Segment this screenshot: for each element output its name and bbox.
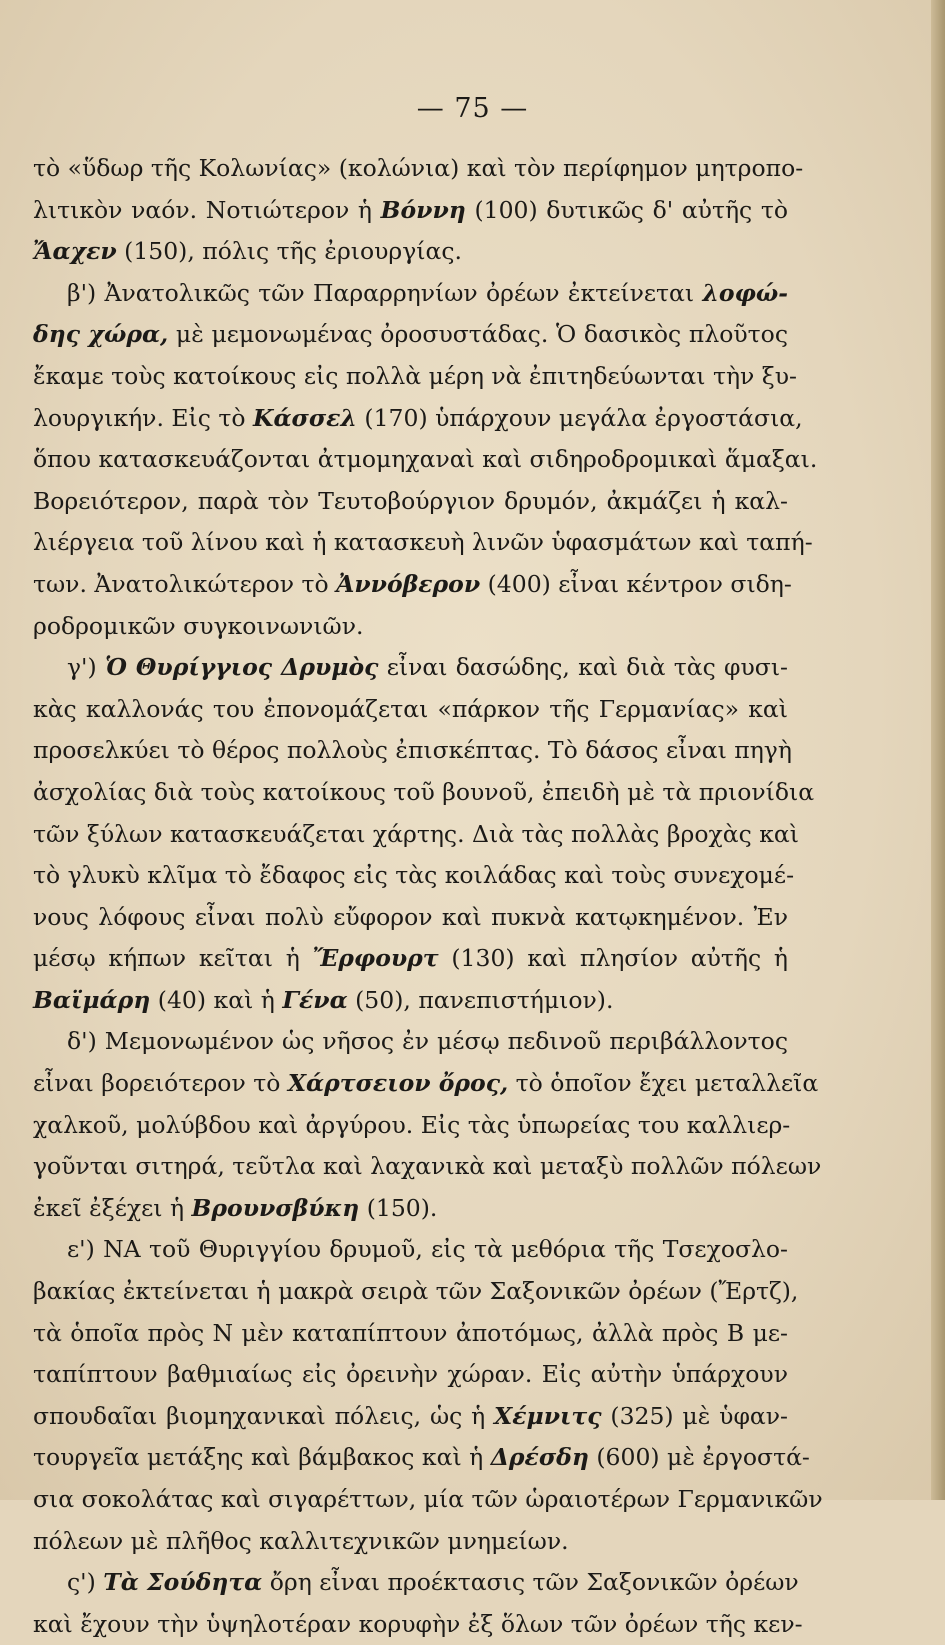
text-run: ς'): [67, 1568, 104, 1597]
text-run: ε') ΝΑ τοῦ Θυριγγίου δρυμοῦ, εἰς τὰ μεθόρια τῆς Τσεχοσλο-: [67, 1235, 788, 1264]
text-line: [33, 356, 797, 398]
text-run: λιτικὸν ναόν. Νοτιώτερον ἡ: [33, 195, 381, 224]
text-line: [33, 647, 788, 689]
place-name: Γένα: [282, 985, 348, 1014]
place-name: λοφώ-: [702, 278, 788, 307]
text-run: (170) ὑπάρχουν μεγάλα ἐργοστάσια,: [356, 403, 803, 432]
text-run: Βορειότερον, παρὰ τὸν Τευτοβούργιον δρυμόν, ἀκμάζει ἡ καλ-: [33, 486, 788, 515]
text-line: [33, 1604, 803, 1645]
text-run: ροδρομικῶν συγκοινωνιῶν.: [33, 611, 364, 640]
text-line: [33, 897, 788, 939]
place-name: Τὰ Σούδητα: [103, 1568, 263, 1597]
body-text: [33, 148, 823, 1645]
text-run: τὸ ὁποῖον ἔχει μεταλλεῖα: [508, 1069, 819, 1098]
text-run: (130) καὶ πλησίον αὐτῆς ἡ: [438, 944, 788, 973]
text-line: [33, 772, 815, 814]
place-name: Χάρτσειον ὄρος,: [287, 1069, 509, 1098]
text-run: εἶναι βορειότερον τὸ: [33, 1069, 288, 1098]
text-line: [33, 439, 818, 481]
text-line: [33, 148, 804, 190]
text-line: [33, 1437, 810, 1479]
text-line: [33, 938, 788, 980]
text-line: [33, 1354, 788, 1396]
text-line: [33, 522, 813, 564]
text-run: προσελκύει τὸ θέρος πολλοὺς ἐπισκέπτας. Τὸ δάσος εἶναι πηγὴ: [33, 736, 792, 765]
text-line: [33, 1396, 788, 1438]
text-run: ὄρη εἶναι προέκτασις τῶν Σαξονικῶν ὀρέων: [262, 1568, 799, 1597]
page-number: — 75 —: [416, 93, 529, 124]
text-run: εἶναι δασώδης, καὶ διὰ τὰς φυσι-: [378, 653, 788, 682]
text-line: [33, 398, 803, 440]
text-line: [33, 730, 792, 772]
text-line: [33, 1105, 791, 1147]
text-run: β') Ἀνατολικῶς τῶν Παραρρηνίων ὀρέων ἐκτείνεται: [67, 278, 703, 307]
text-run: (400) εἶναι κέντρον σιδη-: [480, 569, 792, 598]
text-run: σια σοκολάτας καὶ σιγαρέττων, μία τῶν ὡραιοτέρων Γερμανικῶν: [33, 1485, 823, 1513]
text-run: τῶν ξύλων κατασκευάζεται χάρτης. Διὰ τὰς πολλὰς βροχὰς καὶ: [33, 819, 799, 848]
text-run: ταπίπτουν βαθμιαίως εἰς ὀρεινὴν χώραν. Εἰς αὐτὴν ὑπάρχουν: [33, 1360, 788, 1389]
place-name: Κάσσελ: [253, 403, 357, 432]
page-edge-shadow: [931, 0, 945, 1500]
text-line: [33, 273, 788, 315]
text-line: [33, 1562, 799, 1604]
text-run: δ') Μεμονωμένον ὡς νῆσος ἐν μέσῳ πεδινοῦ περιβάλλοντος: [67, 1027, 788, 1056]
text-line: [33, 231, 788, 273]
place-name: Ὁ Θυρίγγιος Δρυμὸς: [104, 653, 379, 682]
text-run: ὅπου κατασκευάζονται ἀτμομηχαναὶ καὶ σιδηροδρομικαὶ ἅμαξαι.: [33, 445, 818, 474]
text-run: πόλεων μὲ πλῆθος καλλιτεχνικῶν μνημείων.: [33, 1526, 569, 1555]
text-run: (150), πόλις τῆς ἐριουργίας.: [116, 237, 462, 266]
text-line: [33, 1063, 819, 1105]
text-run: ἀσχολίας διὰ τοὺς κατοίκους τοῦ βουνοῦ, ἐπειδὴ μὲ τὰ πριονίδια: [33, 777, 815, 806]
text-line: [33, 980, 788, 1022]
text-run: λιέργεια τοῦ λίνου καὶ ἡ κατασκευὴ λινῶν ὑφασμάτων καὶ ταπή-: [33, 528, 813, 557]
text-run: γοῦνται σιτηρά, τεῦτλα καὶ λαχανικὰ καὶ μεταξὺ πολλῶν πόλεων: [33, 1152, 822, 1181]
text-run: ἔκαμε τοὺς κατοίκους εἰς πολλὰ μέρη νὰ ἐπιτηδεύωνται τὴν ξυ-: [33, 361, 797, 390]
text-run: λουργικήν. Εἰς τὸ: [33, 403, 254, 432]
text-run: βακίας ἐκτείνεται ἡ μακρὰ σειρὰ τῶν Σαξονικῶν ὀρέων (Ἔρτζ),: [33, 1277, 799, 1306]
place-name: Ἄαχεν: [33, 237, 117, 266]
text-run: τουργεῖα μετάξης καὶ βάμβακος καὶ ἡ: [33, 1443, 491, 1472]
text-line: [33, 190, 788, 232]
text-line: [33, 1021, 788, 1063]
text-run: (40) καὶ ἡ: [150, 985, 283, 1014]
place-name: Βόννη: [380, 195, 466, 224]
place-name: Βαϊμάρη: [33, 985, 151, 1014]
text-line: [33, 481, 788, 523]
text-line: [33, 814, 799, 856]
text-run: μὲ μεμονωμένας ὀροσυστάδας. Ὁ δασικὸς πλοῦτος: [168, 320, 788, 349]
place-name: Ἀννόβερον: [336, 569, 481, 598]
place-name: Χέμνιτς: [494, 1401, 602, 1430]
text-line: [33, 1313, 788, 1355]
text-line: [33, 1188, 788, 1230]
text-line: [33, 1229, 788, 1271]
text-line: [33, 606, 788, 648]
place-name: Ἔρφουρτ: [312, 944, 439, 973]
place-name: Βρουνσβύκη: [191, 1193, 360, 1222]
text-run: των. Ἀνατολικώτερον τὸ: [33, 569, 337, 598]
text-line: [33, 689, 788, 731]
text-run: σπουδαῖαι βιομηχανικαὶ πόλεις, ὡς ἡ: [33, 1401, 495, 1430]
text-run: τὸ «ὕδωρ τῆς Κολωνίας» (κολώνια) καὶ τὸν περίφημον μητροπο-: [33, 154, 804, 182]
text-line: [33, 1146, 822, 1188]
text-run: χαλκοῦ, μολύβδου καὶ ἀργύρου. Εἰς τὰς ὑπωρείας του καλλιερ-: [33, 1110, 791, 1139]
text-line: [33, 1271, 799, 1313]
text-run: (600) μὲ ἐργοστά-: [588, 1443, 810, 1472]
text-line: [33, 855, 795, 897]
place-name: Δρέσδη: [490, 1443, 589, 1472]
text-line: [33, 314, 788, 356]
text-run: τὰ ὁποῖα πρὸς Ν μὲν καταπίπτουν ἀποτόμως, ἀλλὰ πρὸς Β με-: [33, 1318, 788, 1347]
text-run: τὸ γλυκὺ κλῖμα τὸ ἔδαφος εἰς τὰς κοιλάδας καὶ τοὺς συνεχομέ-: [33, 861, 795, 890]
text-run: (150).: [359, 1193, 438, 1222]
text-run: καὶ ἔχουν τὴν ὑψηλοτέραν κορυφὴν ἐξ ὅλων τῶν ὀρέων τῆς κεν-: [33, 1609, 803, 1638]
text-run: (50), πανεπιστήμιον).: [347, 985, 614, 1014]
text-line: [33, 564, 792, 606]
text-run: (325) μὲ ὑφαν-: [601, 1401, 788, 1430]
text-run: κὰς καλλονάς του ἐπονομάζεται «πάρκον τῆς Γερμανίας» καὶ: [33, 694, 788, 723]
text-run: (100) δυτικῶς δ' αὐτῆς τὸ: [465, 195, 788, 224]
text-run: μέσῳ κήπων κεῖται ἡ: [33, 944, 313, 973]
text-line: [33, 1521, 788, 1563]
place-name: δης χώρα,: [33, 320, 169, 349]
text-run: γ'): [67, 653, 105, 682]
text-run: νους λόφους εἶναι πολὺ εὔφορον καὶ πυκνὰ κατῳκημένον. Ἐν: [33, 902, 788, 931]
text-run: ἐκεῖ ἐξέχει ἡ: [33, 1193, 192, 1222]
